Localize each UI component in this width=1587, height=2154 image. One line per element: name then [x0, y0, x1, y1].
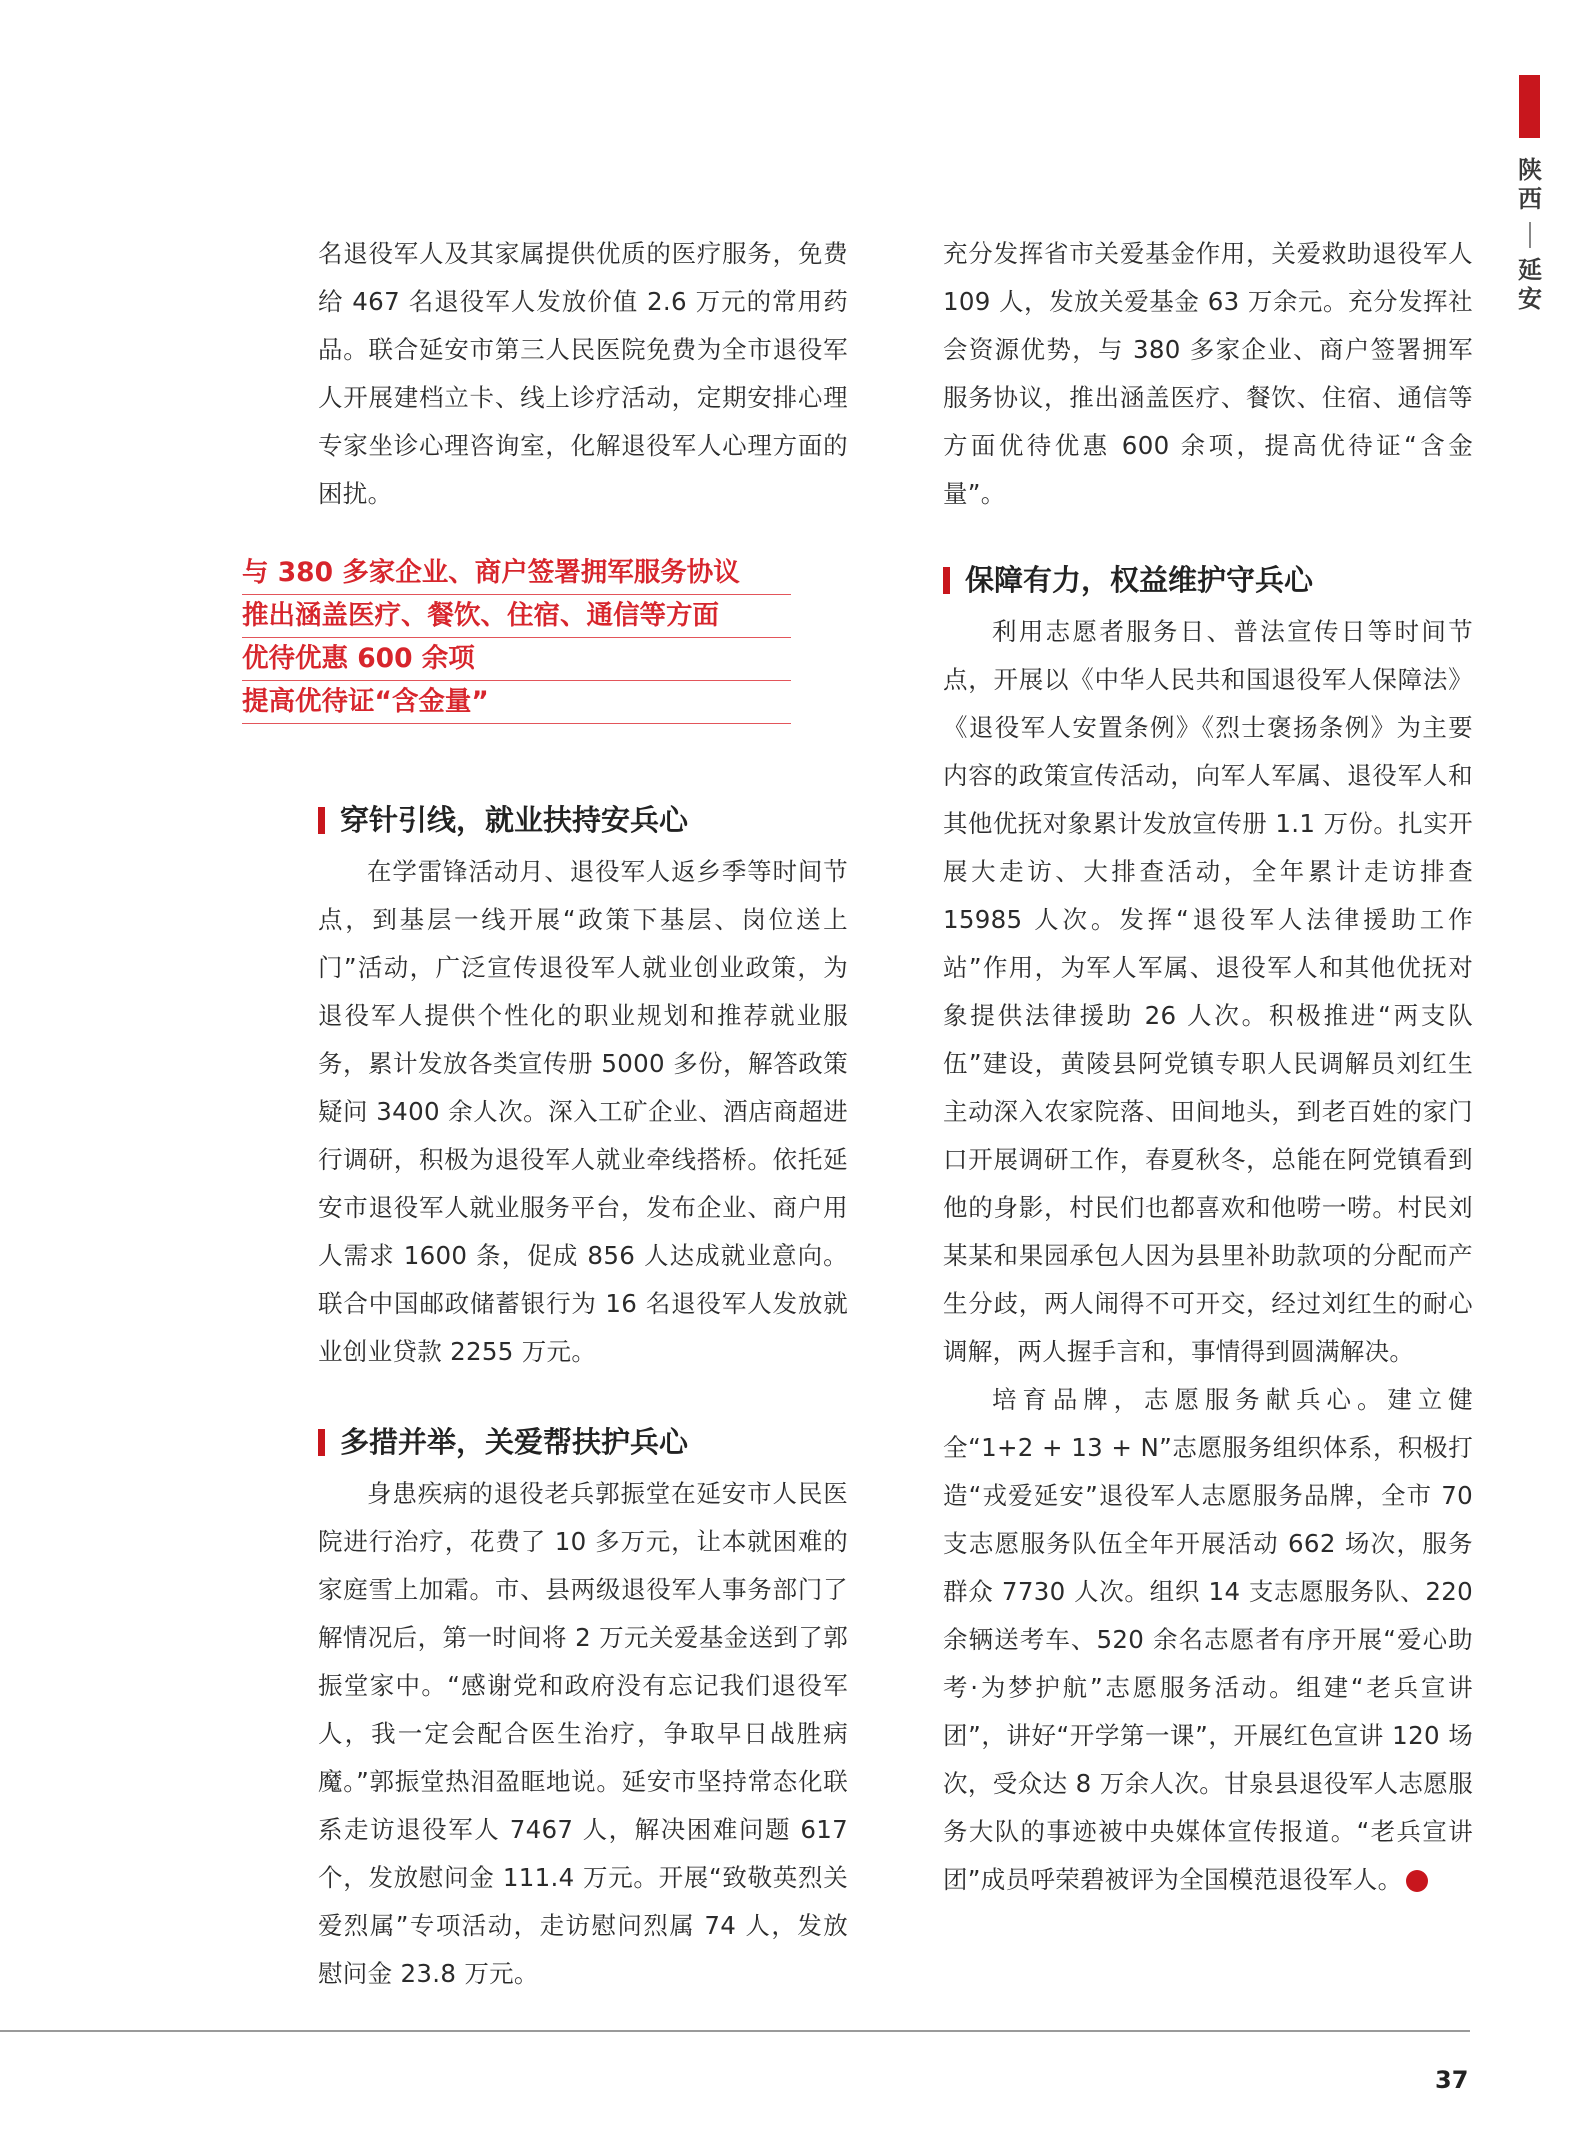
heading-bar — [943, 567, 950, 594]
region-label — [1515, 156, 1545, 314]
section-heading-text: 穿针引线，就业扶持安兵心 — [340, 803, 689, 837]
footer-rule — [0, 2030, 1470, 2032]
end-mark-icon: N — [1406, 1870, 1428, 1892]
city-label: 延安 — [1518, 256, 1542, 313]
volunteer-text: 培育品牌，志愿服务献兵心。建立健全“1+2 + 13 + N”志愿服务组织体系，积极打造“戎爱延安”退役军人志愿服务品牌，全市 70 支志愿服务队伍全年开展活动 662 场次，服务群众 7730 人次。组织 14 支志愿服务队、220 余辆送考车、520 余名志愿者有序开展“爱心助考·为梦护航”志愿服务活动。组建“老兵宣讲团”，讲好“开学第一课”，开展红色宣讲 120 场次，受众达 8 万余人次。甘泉县退役军人志愿服务大队的事迹被中央媒体宣传报道。“老兵宣讲团”成员呼荣碧被评为全国模范退役军人。 — [943, 1385, 1473, 1894]
section-heading-text: 多措并举，关爱帮扶护兵心 — [340, 1425, 689, 1459]
volunteer-paragraph — [943, 1376, 1473, 1904]
section-color-tab — [1519, 75, 1540, 138]
section-heading-text: 保障有力，权益维护守兵心 — [965, 563, 1314, 597]
pull-quote — [242, 552, 791, 724]
section-heading-employment — [318, 800, 688, 840]
section-rights-body — [943, 608, 1473, 1904]
province-label: 陕西 — [1518, 156, 1542, 213]
section-care-body — [318, 1470, 848, 1998]
heading-bar — [318, 1429, 325, 1456]
pull-quote-line: 与 380 多家企业、商户签署拥军服务协议 — [242, 552, 791, 595]
section-heading-care — [318, 1422, 688, 1462]
pull-quote-line: 优待优惠 600 余项 — [242, 638, 791, 681]
pull-quote-line: 推出涵盖医疗、餐饮、住宿、通信等方面 — [242, 595, 791, 638]
left-column-intro — [318, 230, 848, 518]
page-number: 37 — [1435, 2066, 1469, 2094]
left-intro-paragraph: 名退役军人及其家属提供优质的医疗服务，免费给 467 名退役军人发放价值 2.6 万元的常用药品。联合延安市第三人民医院免费为全市退役军人开展建档立卡、线上诊疗活动，定期安排心理专家坐诊心理咨询室，化解退役军人心理方面的困扰。 — [318, 239, 848, 508]
employment-paragraph: 在学雷锋活动月、退役军人返乡季等时间节点，到基层一线开展“政策下基层、岗位送上门”活动，广泛宣传退役军人就业创业政策，为退役军人提供个性化的职业规划和推荐就业服务，累计发放各类宣传册 5000 多份，解答政策疑问 3400 余人次。深入工矿企业、酒店商超进行调研，积极为退役军人就业牵线搭桥。依托延安市退役军人就业服务平台，发布企业、商户用人需求 1600 条，促成 856 人达成就业意向。联合中国邮政储蓄银行为 16 名退役军人发放就业创业贷款 2255 万元。 — [318, 857, 848, 1366]
heading-bar — [318, 807, 325, 834]
label-divider — [1529, 222, 1531, 248]
section-heading-rights — [943, 560, 1313, 600]
care-paragraph: 身患疾病的退役老兵郭振堂在延安市人民医院进行治疗，花费了 10 多万元，让本就困难的家庭雪上加霜。市、县两级退役军人事务部门了解情况后，第一时间将 2 万元关爱基金送到了郭振堂家中。“感谢党和政府没有忘记我们退役军人，我一定会配合医生治疗，争取早日战胜病魔。”郭振堂热泪盈眶地说。延安市坚持常态化联系走访退役军人 7467 人，解决困难问题 617 个，发放慰问金 111.4 万元。开展“致敬英烈关爱烈属”专项活动，走访慰问烈属 74 人，发放慰问金 23.8 万元。 — [318, 1479, 848, 1988]
pull-quote-line: 提高优待证“含金量” — [242, 681, 791, 724]
right-intro-paragraph: 充分发挥省市关爱基金作用，关爱救助退役军人 109 人，发放关爱基金 63 万余元。充分发挥社会资源优势，与 380 多家企业、商户签署拥军服务协议，推出涵盖医疗、餐饮、住宿、通信等方面优待优惠 600 余项，提高优待证“含金量”。 — [943, 239, 1473, 508]
rights-paragraph: 利用志愿者服务日、普法宣传日等时间节点，开展以《中华人民共和国退役军人保障法》《退役军人安置条例》《烈士褒扬条例》为主要内容的政策宣传活动，向军人军属、退役军人和其他优抚对象累计发放宣传册 1.1 万份。扎实开展大走访、大排查活动，全年累计走访排查 15985 人次。发挥“退役军人法律援助工作站”作用，为军人军属、退役军人和其他优抚对象提供法律援助 26 人次。积极推进“两支队伍”建设，黄陵县阿党镇专职人民调解员刘红生主动深入农家院落、田间地头，到老百姓的家门口开展调研工作，春夏秋冬，总能在阿党镇看到他的身影，村民们也都喜欢和他唠一唠。村民刘某某和果园承包人因为县里补助款项的分配而产生分歧，两人闹得不可开交，经过刘红生的耐心调解，两人握手言和，事情得到圆满解决。 — [943, 617, 1473, 1366]
section-employment-body — [318, 848, 848, 1376]
right-column-intro — [943, 230, 1473, 518]
